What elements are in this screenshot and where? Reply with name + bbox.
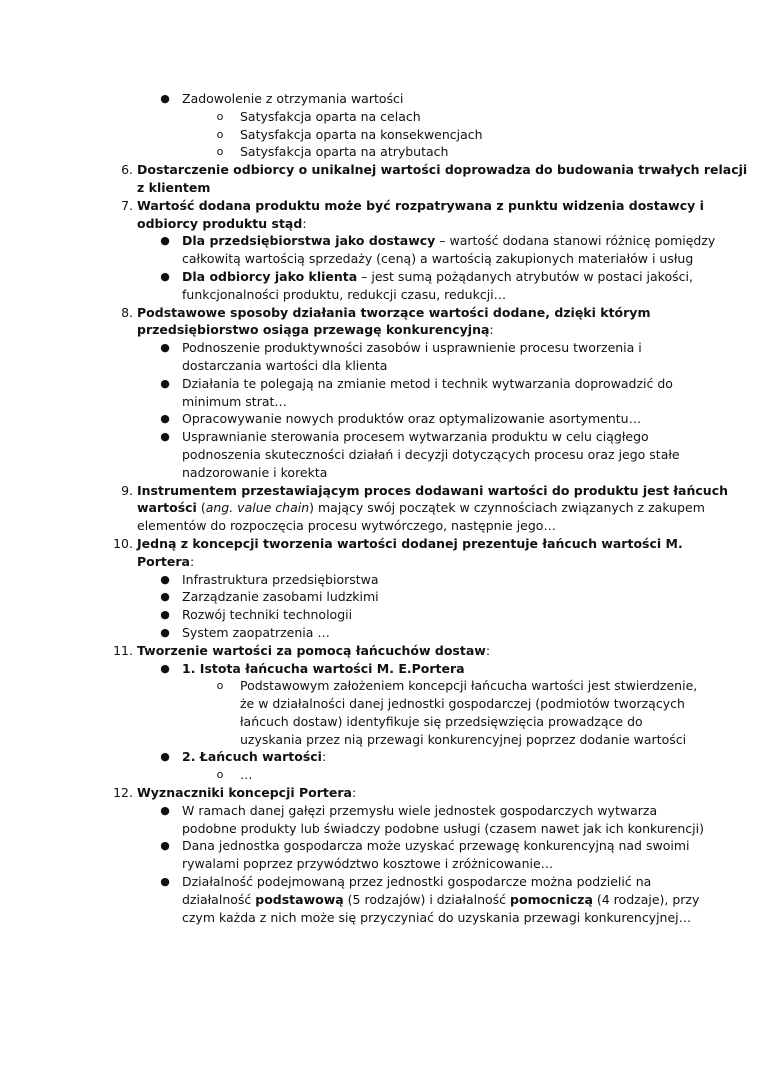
- bullet-icon: ●: [160, 590, 170, 604]
- text-run: Satysfakcja oparta na konsekwencjach: [240, 126, 483, 142]
- text-run: Podstawowym założeniem koncepcji łańcucha wartości jest stwierdzenie,: [240, 678, 698, 694]
- bullet-item: [0, 339, 760, 357]
- circle-bullet-icon: o: [216, 679, 224, 693]
- continuation-line: [0, 286, 760, 304]
- continuation-line: [0, 321, 760, 339]
- line-text: [182, 837, 689, 855]
- text-run: Usprawnianie sterowania procesem wytwarzania produktu w celu ciągłego: [182, 429, 649, 445]
- line-text: [240, 143, 448, 161]
- text-run: Rozwój techniki technologii: [182, 607, 353, 623]
- line-text: [182, 571, 379, 589]
- bullet-icon: ●: [160, 750, 170, 764]
- numbered-item: [0, 161, 760, 179]
- line-text: [182, 464, 327, 482]
- numbered-item: [0, 784, 760, 802]
- text-run: funkcjonalności produktu, redukcji czasu, redukcji…: [182, 286, 507, 302]
- bullet-icon: ●: [160, 269, 170, 283]
- line-text: [137, 321, 494, 339]
- bullet-item: [0, 268, 760, 286]
- line-text: [182, 428, 649, 446]
- continuation-line: [0, 553, 760, 571]
- item-number: 8.: [121, 304, 133, 320]
- text-run: ) mający swój początek w czynnościach związanych z zakupem: [309, 500, 705, 516]
- sub-bullet-item: [0, 126, 760, 144]
- line-text: [240, 731, 686, 749]
- line-text: [182, 891, 699, 909]
- text-run: Tworzenie wartości za pomocą łańcuchów dostaw: [137, 642, 486, 658]
- text-run: ang. value chain: [205, 500, 310, 516]
- bullet-item: [0, 748, 760, 766]
- text-run: :: [351, 785, 357, 801]
- line-text: [240, 126, 483, 144]
- bullet-item: [0, 802, 760, 820]
- text-run: uzyskania przez nią przewagi konkurencyjnej poprzez dodanie wartości: [240, 731, 687, 747]
- line-text: [182, 410, 641, 428]
- text-run: z klientem: [137, 179, 211, 195]
- text-run: Zarządzanie zasobami ludzkimi: [182, 589, 379, 605]
- text-run: Satysfakcja oparta na celach: [240, 108, 421, 124]
- line-text: [137, 535, 683, 553]
- line-text: [182, 820, 704, 838]
- continuation-line: [0, 393, 760, 411]
- circle-bullet-icon: o: [216, 127, 224, 141]
- text-run: Wartość dodana produktu może być rozpatrywana z punktu widzenia dostawcy i: [137, 197, 704, 213]
- line-text: [137, 482, 728, 500]
- text-run: Wyznaczniki koncepcji Portera: [137, 785, 352, 801]
- line-text: [182, 357, 387, 375]
- circle-bullet-icon: o: [216, 145, 224, 159]
- line-text: [182, 748, 326, 766]
- numbered-item: [0, 482, 760, 500]
- line-text: [182, 588, 379, 606]
- bullet-icon: ●: [160, 430, 170, 444]
- line-text: [137, 553, 194, 571]
- text-run: pomocniczą: [510, 891, 593, 907]
- text-run: czym każda z nich może się przyczyniać do uzyskania przewagi konkurencyjnej…: [182, 909, 692, 925]
- line-text: [137, 642, 490, 660]
- text-run: podnoszenia skuteczności działań i decyzji dotyczących procesu oraz jego stałe: [182, 446, 680, 462]
- numbered-item: [0, 304, 760, 322]
- continuation-line: [0, 891, 760, 909]
- document-page: [0, 90, 760, 926]
- text-run: podstawową: [255, 891, 344, 907]
- line-text: [182, 375, 673, 393]
- line-text: [240, 713, 643, 731]
- text-run: :: [321, 749, 327, 765]
- bullet-item: [0, 571, 760, 589]
- numbered-item: [0, 197, 760, 215]
- text-run: System zaopatrzenia …: [182, 624, 330, 640]
- line-text: [182, 268, 693, 286]
- bullet-icon: ●: [160, 661, 170, 675]
- text-run: minimum strat…: [182, 393, 287, 409]
- line-text: [137, 197, 704, 215]
- sub-bullet-item: [0, 766, 760, 784]
- line-text: [240, 677, 697, 695]
- text-run: Dla odbiorcy jako klienta: [182, 268, 358, 284]
- bullet-item: [0, 90, 760, 108]
- text-run: Dla przedsiębiorstwa jako dostawcy: [182, 233, 436, 249]
- line-text: [137, 499, 705, 517]
- item-number: 12.: [113, 785, 133, 801]
- line-text: [182, 624, 330, 642]
- line-text: [182, 232, 715, 250]
- text-run: (: [196, 500, 206, 516]
- text-run: że w działalności danej jednostki gospodarczej (podmiotów tworzących: [240, 696, 685, 712]
- line-text: [137, 161, 747, 179]
- bullet-item: [0, 660, 760, 678]
- text-run: W ramach danej gałęzi przemysłu wiele jednostek gospodarczych wytwarza: [182, 802, 658, 818]
- bullet-item: [0, 375, 760, 393]
- continuation-line: [0, 446, 760, 464]
- text-run: rywalami poprzez przywództwo kosztowe i zróżnicowanie…: [182, 856, 554, 872]
- bullet-icon: ●: [160, 92, 170, 105]
- line-text: [182, 802, 657, 820]
- line-text: [182, 250, 693, 268]
- text-run: nadzorowanie i korekta: [182, 464, 328, 480]
- line-text: [240, 108, 421, 126]
- text-run: Zadowolenie z otrzymania wartości: [182, 91, 404, 106]
- item-number: 6.: [121, 162, 133, 178]
- text-run: odbiorcy produktu stąd: [137, 215, 303, 231]
- circle-bullet-icon: o: [216, 109, 224, 123]
- continuation-line: [0, 517, 760, 535]
- line-text: [182, 873, 651, 891]
- bullet-item: [0, 428, 760, 446]
- text-run: …: [240, 767, 253, 783]
- text-run: przedsiębiorstwo osiąga przewagę konkurencyjną: [137, 322, 490, 338]
- line-text: [137, 215, 307, 233]
- text-run: Infrastruktura przedsiębiorstwa: [182, 571, 379, 587]
- item-number: 7.: [121, 197, 133, 213]
- continuation-line: [0, 731, 760, 749]
- line-text: [182, 393, 287, 411]
- bullet-icon: ●: [160, 412, 170, 426]
- line-text: [240, 766, 253, 784]
- bullet-item: [0, 624, 760, 642]
- line-text: [182, 660, 465, 678]
- circle-bullet-icon: o: [216, 768, 224, 782]
- line-text: [137, 179, 210, 197]
- text-run: Podnoszenie produktywności zasobów i usprawnienie procesu tworzenia i: [182, 340, 642, 356]
- text-run: dostarczania wartości dla klienta: [182, 357, 388, 373]
- continuation-line: [0, 909, 760, 927]
- continuation-line: [0, 464, 760, 482]
- text-run: Portera: [137, 553, 190, 569]
- numbered-item: [0, 535, 760, 553]
- text-run: Dostarczenie odbiorcy o unikalnej wartości doprowadza do budowania trwałych relacji: [137, 162, 748, 178]
- line-text: [182, 606, 352, 624]
- continuation-line: [0, 250, 760, 268]
- continuation-line: [0, 713, 760, 731]
- bullet-icon: ●: [160, 341, 170, 355]
- text-run: elementów do rozpoczęcia procesu wytwórczego, następnie jego…: [137, 518, 556, 534]
- text-run: Jedną z koncepcji tworzenia wartości dodanej prezentuje łańcuch wartości M.: [137, 535, 683, 551]
- item-number: 9.: [121, 482, 133, 498]
- text-run: (4 rodzaje), przy: [592, 891, 700, 907]
- text-run: – jest sumą pożądanych atrybutów w postaci jakości,: [357, 268, 693, 284]
- line-text: [182, 909, 691, 927]
- continuation-line: [0, 357, 760, 375]
- text-run: :: [302, 215, 307, 231]
- bullet-item: [0, 232, 760, 250]
- line-text: [182, 446, 680, 464]
- line-text: [137, 517, 556, 535]
- text-run: Podstawowe sposoby działania tworzące wartości dodane, dzięki którym: [137, 304, 651, 320]
- bullet-item: [0, 873, 760, 891]
- bullet-item: [0, 606, 760, 624]
- bullet-icon: ●: [160, 608, 170, 622]
- bullet-item: [0, 837, 760, 855]
- bullet-icon: ●: [160, 625, 170, 639]
- line-text: [240, 695, 685, 713]
- line-text: [182, 339, 642, 357]
- numbered-item: [0, 642, 760, 660]
- line-text: [137, 784, 356, 802]
- text-run: :: [489, 322, 494, 338]
- text-run: 1. Istota łańcucha wartości M. E.Portera: [182, 660, 465, 676]
- continuation-line: [0, 179, 760, 197]
- text-run: Działalność podejmowaną przez jednostki gospodarcze można podzielić na: [182, 874, 652, 890]
- text-run: 2. Łańcuch wartości: [182, 749, 322, 765]
- text-run: Dana jednostka gospodarcza może uzyskać przewagę konkurencyjną nad swoimi: [182, 838, 690, 854]
- text-run: Opracowywanie nowych produktów oraz optymalizowanie asortymentu…: [182, 411, 642, 427]
- line-text: [182, 855, 553, 873]
- text-run: :: [189, 553, 195, 569]
- line-text: [137, 304, 650, 322]
- text-run: – wartość dodana stanowi różnicę pomiędzy: [435, 233, 716, 249]
- continuation-line: [0, 695, 760, 713]
- continuation-line: [0, 499, 760, 517]
- text-run: Działania te polegają na zmianie metod i technik wytwarzania doprowadzić do: [182, 375, 673, 391]
- sub-bullet-item: [0, 677, 760, 695]
- text-run: (5 rodzajów) i działalność: [343, 891, 511, 907]
- text-run: działalność: [182, 891, 256, 907]
- bullet-icon: ●: [160, 572, 170, 586]
- bullet-icon: ●: [160, 376, 170, 390]
- bullet-item: [0, 410, 760, 428]
- text-run: :: [485, 642, 491, 658]
- text-run: Satysfakcja oparta na atrybutach: [240, 144, 449, 160]
- text-run: wartości: [137, 500, 197, 516]
- text-run: całkowitą wartością sprzedaży (ceną) a wartością zakupionych materiałów i usług: [182, 251, 694, 267]
- continuation-line: [0, 855, 760, 873]
- bullet-item: [0, 588, 760, 606]
- continuation-line: [0, 820, 760, 838]
- line-text: [182, 90, 403, 108]
- text-run: Instrumentem przestawiającym proces dodawani wartości do produktu jest łańcuch: [137, 482, 729, 498]
- bullet-icon: ●: [160, 803, 170, 817]
- text-run: podobne produkty lub świadczy podobne usługi (czasem nawet jak ich konkurencji): [182, 820, 704, 836]
- bullet-icon: ●: [160, 234, 170, 248]
- continuation-line: [0, 215, 760, 233]
- sub-bullet-item: [0, 143, 760, 161]
- item-number: 11.: [113, 642, 133, 658]
- text-run: łańcuch dostaw) identyfikuje się przedsięwzięcia prowadzące do: [240, 713, 643, 729]
- bullet-icon: ●: [160, 839, 170, 853]
- bullet-icon: ●: [160, 875, 170, 889]
- item-number: 10.: [113, 535, 133, 551]
- sub-bullet-item: [0, 108, 760, 126]
- line-text: [182, 286, 506, 304]
